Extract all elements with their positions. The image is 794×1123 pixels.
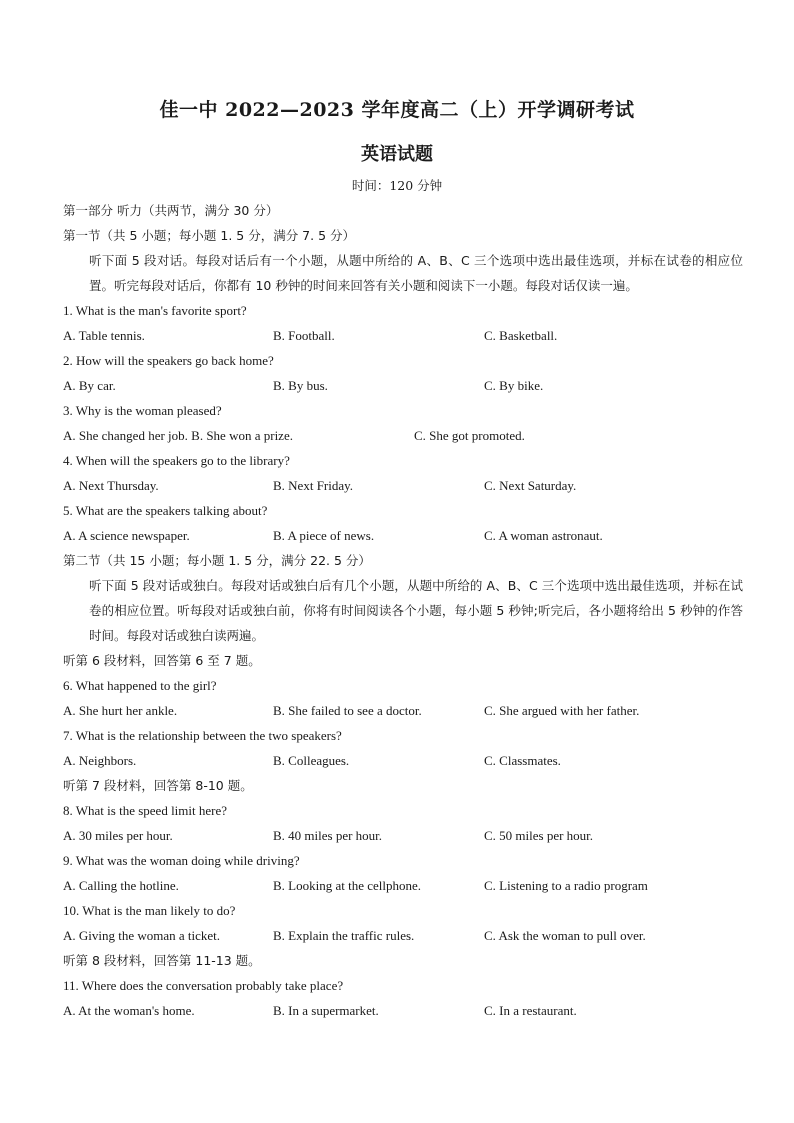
question-5-options	[63, 523, 743, 548]
option-a: A. 30 miles per hour.	[63, 828, 173, 843]
exam-title: 佳一中 2022—2023 学年度高二（上）开学调研考试	[159, 99, 635, 121]
option-b: B. A piece of news.	[273, 528, 375, 543]
option-c: C. Ask the woman to pull over.	[484, 928, 646, 943]
question-6-options	[63, 698, 743, 723]
question-11-options	[63, 998, 743, 1023]
option-b: B. Explain the traffic rules.	[273, 928, 415, 943]
section2-instructions: 听下面 5 段对话或独白。每段对话或独白后有几个小题，从题中所给的 A、B、C 三个选项中选出最佳选项，并标在试卷的相应位置。听每段对话或独白前，你将有时间阅读各个小题，每小题 5 秒钟;听完后，各小题将给出 5 秒钟的作答时间。每段对话或独白读两遍。	[89, 578, 743, 643]
question-11: 11. Where does the conversation probably take place?	[63, 978, 344, 993]
exam-subtitle: 英语试题	[361, 144, 433, 165]
exam-body	[63, 198, 743, 1023]
question-3-options	[63, 423, 743, 448]
part1-heading: 第一部分 听力（共两节，满分 30 分）	[63, 203, 279, 218]
option-c: C. She got promoted.	[414, 428, 525, 443]
option-b: B. Next Friday.	[273, 478, 354, 493]
option-c: C. Listening to a radio program	[484, 878, 648, 893]
option-c: C. A woman astronaut.	[484, 528, 603, 543]
question-9: 9. What was the woman doing while driving?	[63, 853, 300, 868]
option-a: A. By car.	[63, 378, 116, 393]
question-9-options	[63, 873, 743, 898]
option-c: C. By bike.	[484, 378, 544, 393]
question-2: 2. How will the speakers go back home?	[63, 353, 274, 368]
question-1-options	[63, 323, 743, 348]
question-10-options	[63, 923, 743, 948]
option-c: C. Next Saturday.	[484, 478, 577, 493]
section2-heading: 第二节（共 15 小题；每小题 1. 5 分，满分 22. 5 分）	[63, 553, 371, 568]
question-2-options	[63, 373, 743, 398]
question-5: 5. What are the speakers talking about?	[63, 503, 268, 518]
option-c: C. She argued with her father.	[484, 703, 640, 718]
option-a: A. Giving the woman a ticket.	[63, 928, 221, 943]
option-b: B. In a supermarket.	[273, 1003, 379, 1018]
option-a: A. A science newspaper.	[63, 528, 190, 543]
option-a: A. Calling the hotline.	[63, 878, 179, 893]
option-a: A. Table tennis.	[63, 328, 145, 343]
option-c: C. In a restaurant.	[484, 1003, 577, 1018]
option-a: A. At the woman's home.	[63, 1003, 195, 1018]
option-c: C. Basketball.	[484, 328, 558, 343]
question-3: 3. Why is the woman pleased?	[63, 403, 222, 418]
question-6: 6. What happened to the girl?	[63, 678, 217, 693]
option-b: B. By bus.	[273, 378, 328, 393]
material-7-heading: 听第 7 段材料，回答第 8-10 题。	[63, 778, 253, 793]
option-b: B. 40 miles per hour.	[273, 828, 383, 843]
question-7: 7. What is the relationship between the two speakers?	[63, 728, 342, 743]
section1-heading: 第一节（共 5 小题；每小题 1. 5 分，满分 7. 5 分）	[63, 228, 355, 243]
option-a: A. Neighbors.	[63, 753, 137, 768]
option-b: B. Football.	[273, 328, 335, 343]
option-a-b: A. She changed her job. B. She won a prize.	[63, 428, 293, 443]
question-8-options	[63, 823, 743, 848]
material-6-heading: 听第 6 段材料，回答第 6 至 7 题。	[63, 653, 261, 668]
option-a: A. She hurt her ankle.	[63, 703, 178, 718]
option-c: C. Classmates.	[484, 753, 561, 768]
option-c: C. 50 miles per hour.	[484, 828, 594, 843]
option-b: B. Looking at the cellphone.	[273, 878, 422, 893]
exam-time: 时间：120 分钟	[351, 178, 443, 193]
option-b: B. She failed to see a doctor.	[273, 703, 422, 718]
question-8: 8. What is the speed limit here?	[63, 803, 228, 818]
section1-instructions: 听下面 5 段对话。每段对话后有一个小题，从题中所给的 A、B、C 三个选项中选出最佳选项，并标在试卷的相应位置。听完每段对话后，你都有 10 秒钟的时间来回答有关小题和阅读下一小题。每段对话仅读一遍。	[89, 253, 743, 293]
question-10: 10. What is the man likely to do?	[63, 903, 236, 918]
question-1: 1. What is the man's favorite sport?	[63, 303, 247, 318]
option-b: B. Colleagues.	[273, 753, 350, 768]
question-4-options	[63, 473, 743, 498]
question-7-options	[63, 748, 743, 773]
option-a: A. Next Thursday.	[63, 478, 159, 493]
question-4: 4. When will the speakers go to the library?	[63, 453, 290, 468]
material-8-heading: 听第 8 段材料，回答第 11-13 题。	[63, 953, 261, 968]
